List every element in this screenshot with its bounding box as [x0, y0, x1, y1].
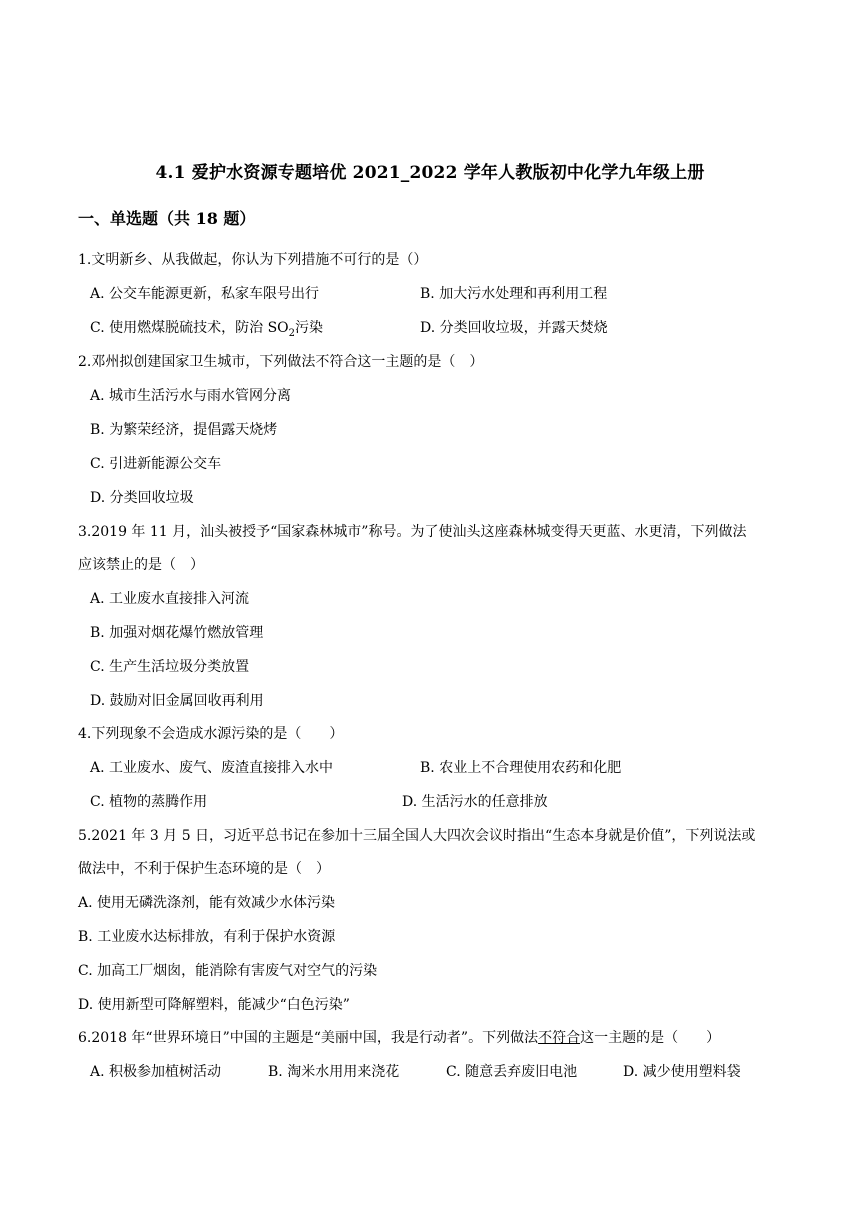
question-6-option-b: B. 淘米水用用来浇花 [268, 1064, 400, 1080]
question-5-option-a: A. 使用无磷洗涤剂，能有效减少水体污染 [78, 895, 336, 911]
question-5-option-d: D. 使用新型可降解塑料，能减少“白色污染” [78, 997, 350, 1013]
question-2-stem: 2.邓州拟创建国家卫生城市，下列做法不符合这一主题的是（ ） [78, 354, 484, 370]
question-1-option-a: A. 公交车能源更新，私家车限号出行 [90, 286, 320, 302]
question-6-option-d: D. 减少使用塑料袋 [623, 1064, 741, 1080]
question-3-option-d: D. 鼓励对旧金属回收再利用 [90, 693, 264, 709]
underlined-keyword: 不符合 [538, 1030, 581, 1046]
question-5-option-c: C. 加高工厂烟囱，能消除有害废气对空气的污染 [78, 963, 378, 979]
question-3-stem-line2: 应该禁止的是（ ） [78, 557, 204, 573]
question-5-stem-line2: 做法中，不利于保护生态环境的是（ ） [78, 861, 330, 877]
question-4-option-b: B. 农业上不合理使用农药和化肥 [420, 760, 622, 776]
question-6-option-c: C. 随意丢弃废旧电池 [446, 1064, 578, 1080]
question-4-option-d: D. 生活污水的任意排放 [402, 794, 548, 810]
section-heading: 一、单选题（共 18 题） [78, 209, 256, 228]
question-2-option-d: D. 分类回收垃圾 [90, 490, 194, 506]
question-2-option-c: C. 引进新能源公交车 [90, 456, 222, 472]
question-6-stem: 6.2018 年“世界环境日”中国的主题是“美丽中国，我是行动者”。下列做法不符合这一主题的是（ ） [78, 1030, 721, 1046]
question-4-option-a: A. 工业废水、废气、废渣直接排入水中 [90, 760, 334, 776]
question-5-option-b: B. 工业废水达标排放，有利于保护水资源 [78, 929, 336, 945]
question-2-option-a: A. 城市生活污水与雨水管网分离 [90, 388, 292, 404]
question-1-option-b: B. 加大污水处理和再利用工程 [420, 286, 608, 302]
question-1-option-d: D. 分类回收垃圾，并露天焚烧 [420, 320, 608, 336]
question-3-option-a: A. 工业废水直接排入河流 [90, 591, 250, 607]
question-3-stem-line1: 3.2019 年 11 月，汕头被授予“国家森林城市”称号。为了使汕头这座森林城变得天更蓝、水更清，下列做法 [78, 524, 747, 540]
question-1-option-c: C. 使用燃煤脱硫技术，防治 $SO_2$污染 [90, 320, 324, 339]
question-3-option-b: B. 加强对烟花爆竹燃放管理 [90, 625, 264, 641]
question-2-option-b: B. 为繁荣经济，提倡露天烧烤 [90, 422, 278, 438]
document-title: 4.1 爱护水资源专题培优 2021_2022 学年人教版初中化学九年级上册 [155, 163, 705, 183]
question-4-option-c: C. 植物的蒸腾作用 [90, 794, 208, 810]
question-3-option-c: C. 生产生活垃圾分类放置 [90, 659, 250, 675]
question-4-stem: 4.下列现象不会造成水源污染的是（ ） [78, 726, 344, 742]
question-5-stem-line1: 5.2021 年 3 月 5 日，习近平总书记在参加十三届全国人大四次会议时指出“生态本身就是价值”，下列说法或 [78, 828, 756, 844]
question-1-stem: 1.文明新乡、从我做起，你认为下列措施不可行的是（） [78, 252, 428, 268]
question-6-option-a: A. 积极参加植树活动 [90, 1064, 222, 1080]
